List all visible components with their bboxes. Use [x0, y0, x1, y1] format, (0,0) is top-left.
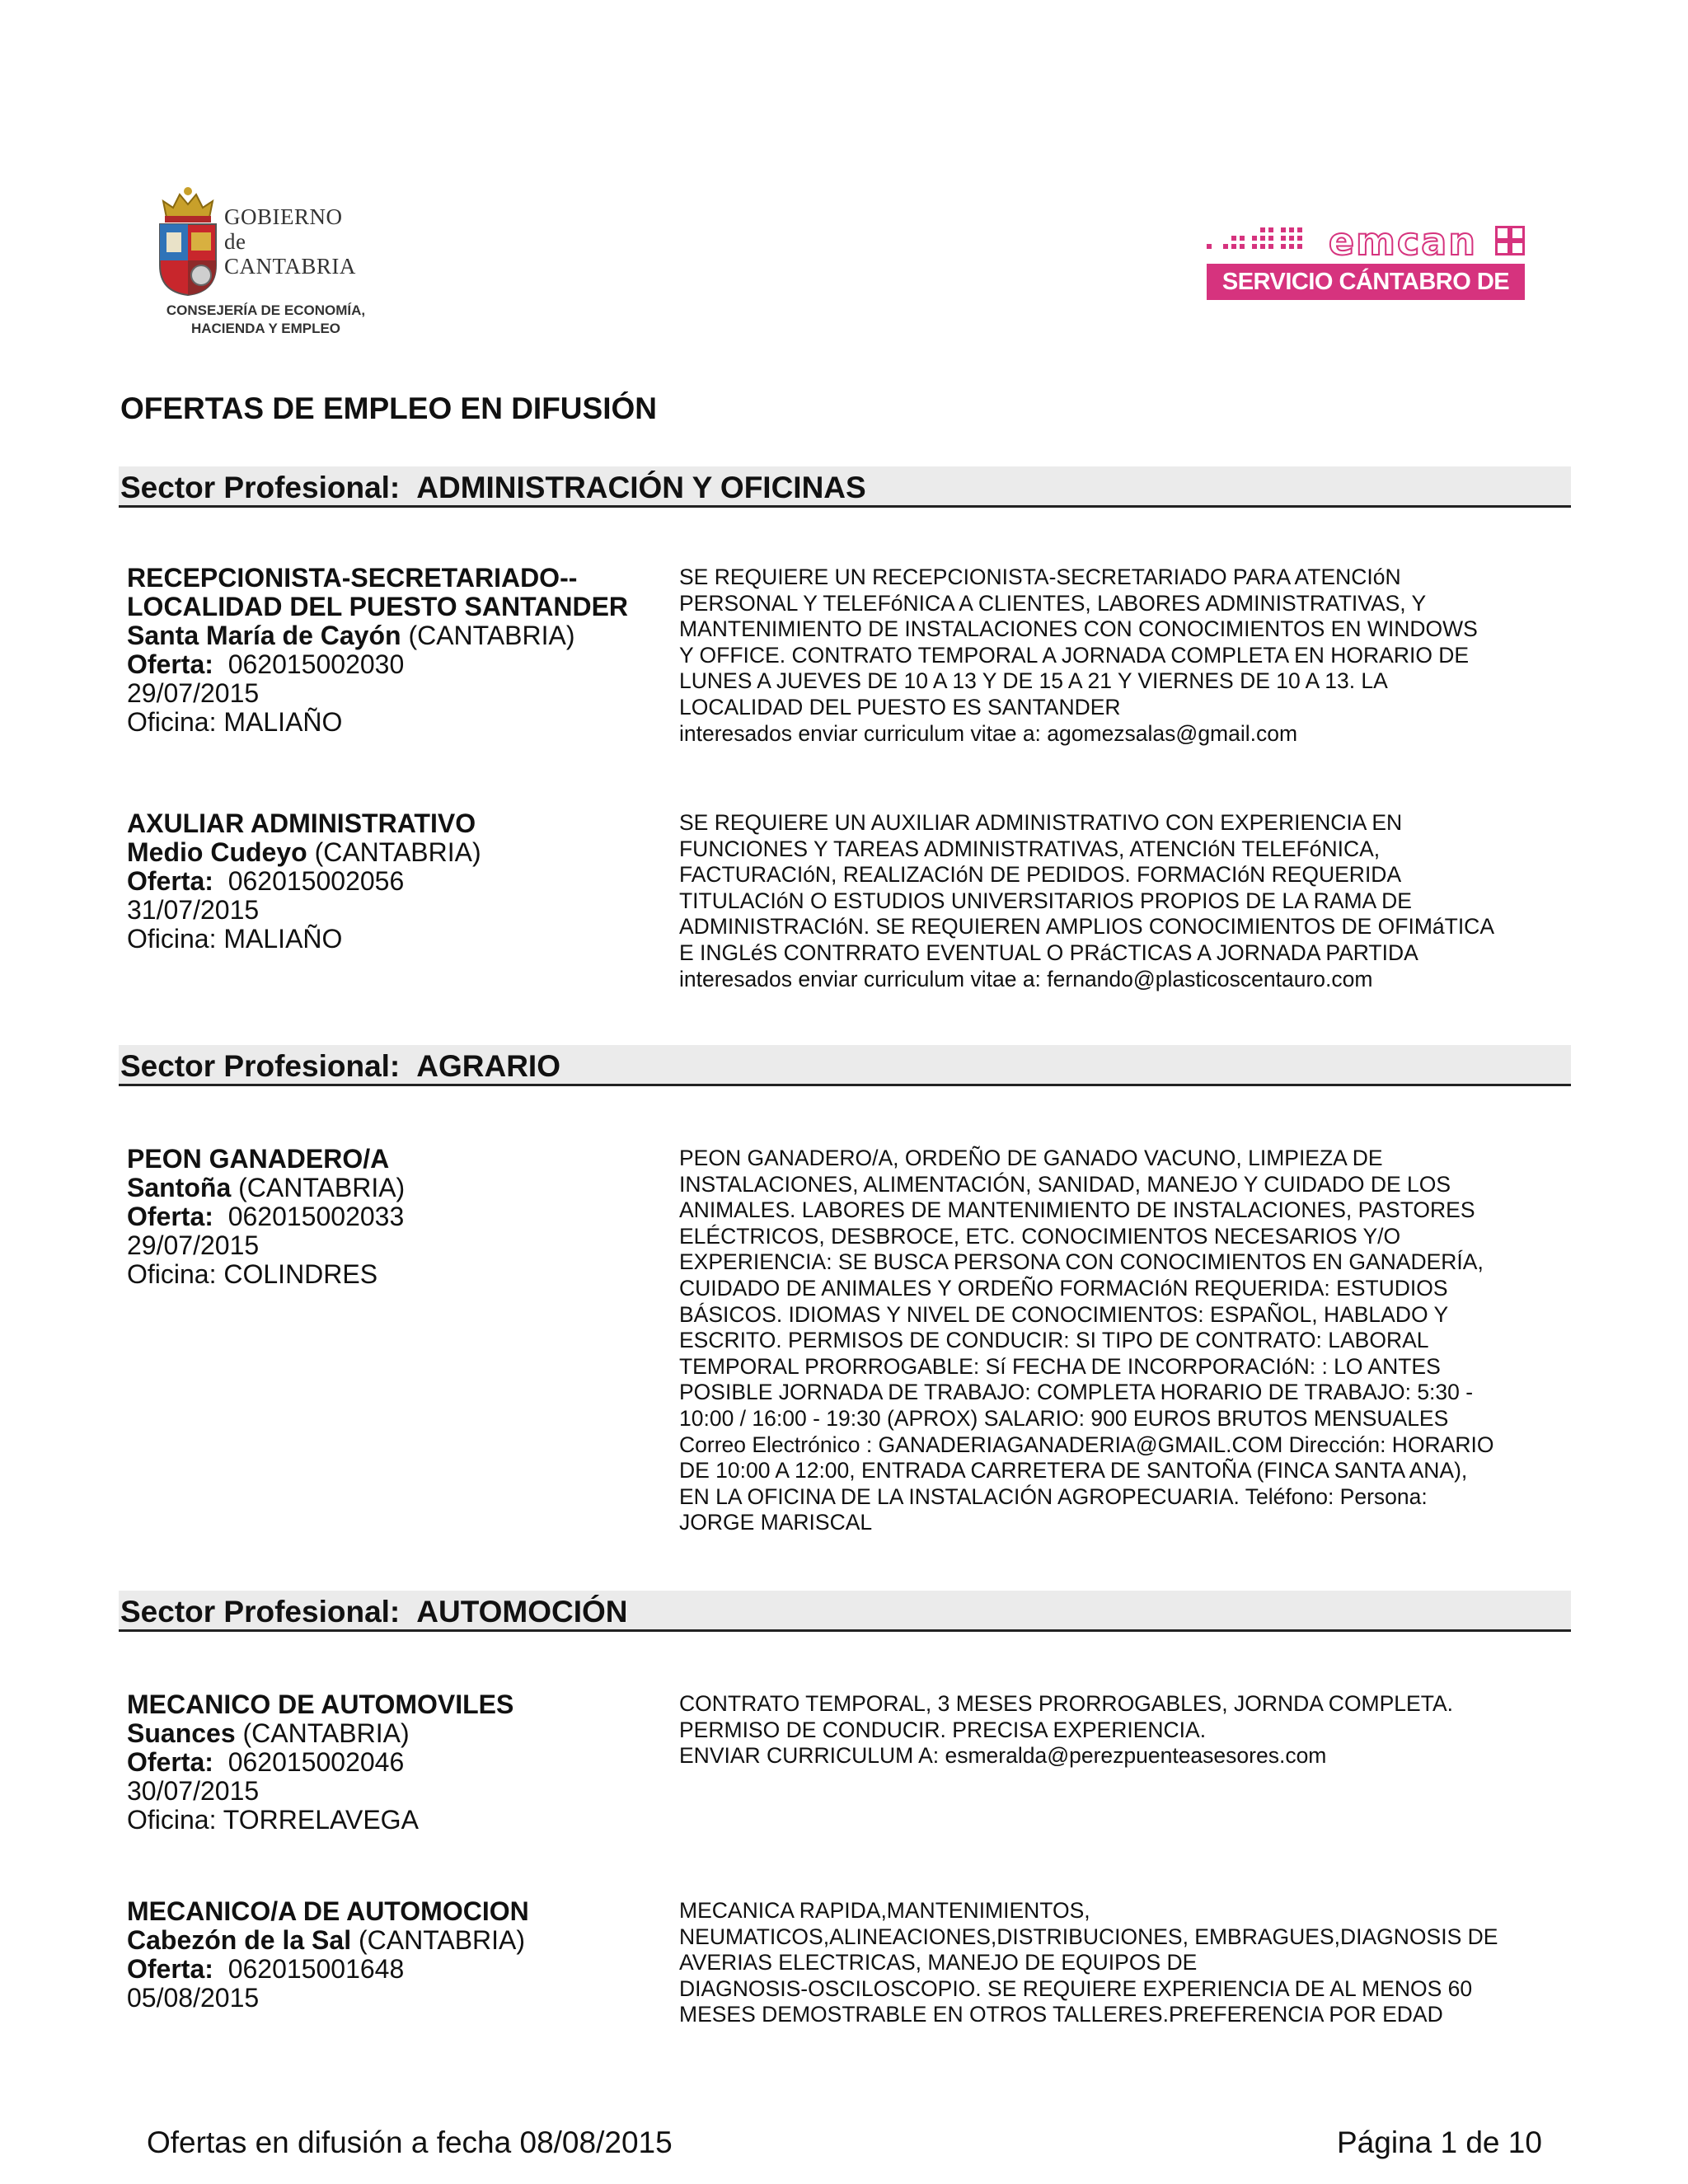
emcan-dots-icon: [1207, 226, 1314, 259]
offer-location: Cabezón de la Sal (CANTABRIA): [127, 1925, 526, 1955]
offer-description: PEON GANADERO/A, ORDEÑO DE GANADO VACUNO, LIMPIEZA DE INSTALACIONES, ALIMENTACIÓN, SANIDAD, MANEJO Y CUIDADO DE LOS ANIMALES. LABORES DE MANTENIMIENTO DE INSTALACIONES, PASTORES ELÉCTRICOS, DESBROCE, ETC. CONOCIMIENTOS NECESARIOS Y/O EXPERIENCIA: SE BUSCA PERSONA CON CONOCIMIENTOS EN GANADERÍA, CUIDADO DE ANIMALES Y ORDEÑO FORMACIóN REQUERIDA: ESTUDIOS BÁSICOS. IDIOMAS Y NIVEL DE CONOCIMIENTOS: ESPAÑOL, HABLADO Y ESCRITO. PERMISOS DE CONDUCIR: SI TIPO DE CONTRATO: LABORAL TEMPORAL PRORROGABLE: Sí FECHA DE INCORPORACIóN: : LO ANTES POSIBLE JORNADA DE TRABAJO: COMPLETA HORARIO DE TRABAJO: 5:30 - 10:00 / 16:00 - 19:30 (APROX) SALARIO: 900 EUROS BRUTOS MENSUALES Correo Electrónico : GANADERIAGANADERIA@GMAIL.COM Dirección: HORARIO DE 10:00 A 12:00, ENTRADA CARRETERA DE SANTOÑA (FINCA SANTA ANA), EN LA OFICINA DE LA INSTALACIÓN AGROPECUARIA. Teléfono: Persona: JORGE MARISCAL: [679, 1146, 1494, 1535]
sector-header: [119, 466, 1571, 508]
emcan-plus-icon: [1495, 226, 1525, 255]
offer-title: MECANICO DE AUTOMOVILES: [127, 1690, 514, 1719]
gobierno-cantabria-logo: [148, 186, 396, 351]
offer-date: 05/08/2015: [127, 1983, 260, 2013]
offer-description: CONTRATO TEMPORAL, 3 MESES PRORROGABLES, JORNDA COMPLETA. PERMISO DE CONDUCIR. PRECISA EXPERIENCIA. ENVIAR CURRICULUM A: esmeralda@perezpuenteasesores.com: [679, 1691, 1453, 1769]
emcan-word: emcan: [1328, 219, 1477, 264]
consejeria-text: CONSEJERÍA DE ECONOMÍA, HACIENDA Y EMPLEO: [166, 302, 366, 336]
offer-number: Oferta: 062015002030: [127, 649, 405, 679]
offer-description: SE REQUIERE UN RECEPCIONISTA-SECRETARIADO PARA ATENCIóN PERSONAL Y TELEFóNICA A CLIENTES, LABORES ADMINISTRATIVAS, Y MANTENIMIENTO DE INSTALACIONES CON CONOCIMIENTOS EN WINDOWS Y OFFICE. CONTRATO TEMPORAL A JORNADA COMPLETA EN HORARIO DE LUNES A JUEVES DE 10 A 13 Y DE 15 A 21 Y VIERNES DE 10 A 13. LA LOCALIDAD DEL PUESTO ES SANTANDER interesados enviar curriculum vitae a: agomezsalas@gmail.com: [679, 565, 1478, 746]
sector-label: Sector Profesional:: [120, 471, 401, 504]
offer-number: Oferta: 062015001648: [127, 1954, 405, 1984]
offer-summary: [127, 564, 671, 737]
emcan-band: SERVICIO CÁNTABRO DE EMPLEO: [1207, 264, 1525, 300]
sector-label: Sector Profesional:: [120, 1049, 401, 1083]
sector-name: ADMINISTRACIÓN Y OFICINAS: [416, 471, 866, 504]
offer-summary: [127, 1690, 671, 1835]
offer-summary: [127, 1145, 671, 1289]
offer-office: Oficina: MALIAÑO: [127, 924, 343, 954]
page-number: Página 1 de 10: [1337, 2125, 1542, 2159]
offer-date: 29/07/2015: [127, 1230, 260, 1260]
footer-date: Ofertas en difusión a fecha 08/08/2015: [147, 2125, 673, 2159]
page-title: OFERTAS DE EMPLEO EN DIFUSIÓN: [120, 391, 657, 425]
offer-summary: [127, 809, 671, 954]
offer-office: Oficina: MALIAÑO: [127, 707, 343, 737]
sector-name: AUTOMOCIÓN: [416, 1595, 628, 1629]
offer-date: 29/07/2015: [127, 678, 260, 708]
offer-date: 31/07/2015: [127, 895, 260, 925]
offer-office: Oficina: TORRELAVEGA: [127, 1805, 419, 1835]
offer-description: SE REQUIERE UN AUXILIAR ADMINISTRATIVO CON EXPERIENCIA EN FUNCIONES Y TAREAS ADMINISTRATIVAS, ATENCIóN TELEFóNICA, FACTURACIóN, REALIZACIóN DE PEDIDOS. FORMACIóN REQUERIDA TITULACIóN O ESTUDIOS UNIVERSITARIOS PROPIOS DE LA RAMA DE ADMINISTRACIóN. SE REQUIEREN AMPLIOS CONOCIMIENTOS DE OFIMáTICA E INGLéS CONTRRATO EVENTUAL O PRáCTICAS A JORNADA PARTIDA interesados enviar curriculum vitae a: fernando@plasticoscentauro.com: [679, 810, 1494, 991]
sector-name: AGRARIO: [416, 1049, 560, 1083]
sector-header: [119, 1045, 1571, 1086]
offer-location: Suances (CANTABRIA): [127, 1718, 410, 1748]
offer-location: Santoña (CANTABRIA): [127, 1173, 406, 1202]
offer-location: Santa María de Cayón (CANTABRIA): [127, 621, 575, 650]
offer-title: AXULIAR ADMINISTRATIVO: [127, 808, 476, 838]
emcan-wordmark: [1207, 219, 1528, 264]
cantabria-crest-icon: [155, 186, 221, 298]
offer-title: RECEPCIONISTA-SECRETARIADO--: [127, 563, 578, 593]
offer-number: Oferta: 062015002056: [127, 866, 405, 896]
offer-location: Medio Cudeyo (CANTABRIA): [127, 837, 481, 867]
offer-title: LOCALIDAD DEL PUESTO SANTANDER: [127, 592, 629, 621]
sector-header: [119, 1591, 1571, 1632]
offer-number: Oferta: 062015002046: [127, 1747, 405, 1777]
offer-office: Oficina: COLINDRES: [127, 1259, 378, 1289]
offer-title: PEON GANADERO/A: [127, 1144, 390, 1174]
offer-date: 30/07/2015: [127, 1776, 260, 1806]
offer-number: Oferta: 062015002033: [127, 1202, 405, 1231]
offer-title: MECANICO/A DE AUTOMOCION: [127, 1896, 529, 1926]
emcan-logo: [1207, 219, 1528, 331]
sector-label: Sector Profesional:: [120, 1595, 401, 1629]
gobierno-text: GOBIERNO de CANTABRIA: [224, 204, 356, 279]
offer-description: MECANICA RAPIDA,MANTENIMIENTOS, NEUMATICOS,ALINEACIONES,DISTRIBUCIONES, EMBRAGUES,DIAGNOSIS DE AVERIAS ELECTRICAS, MANEJO DE EQUIPOS DE DIAGNOSIS-OSCILOSCOPIO. SE REQUIERE EXPERIENCIA DE AL MENOS 60 MESES DEMOSTRABLE EN OTROS TALLERES.PREFERENCIA POR EDAD: [679, 1898, 1498, 2027]
offer-summary: [127, 1897, 671, 2013]
